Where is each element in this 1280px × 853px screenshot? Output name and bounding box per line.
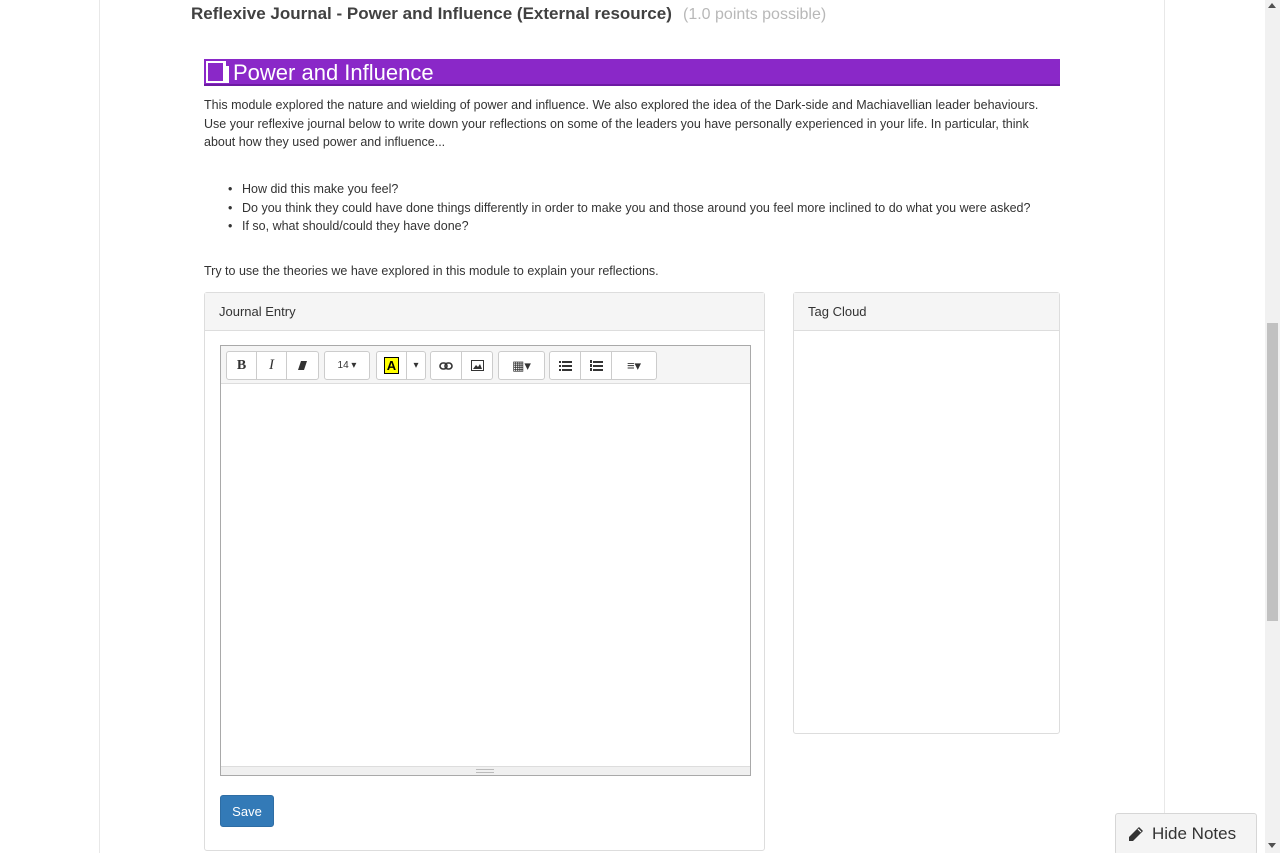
eraser-icon xyxy=(297,360,308,371)
list-item: • Do you think they could have done things differently in order to make you and those around you feel more inclined to do what you were asked? xyxy=(228,199,1048,218)
unit-title: Reflexive Journal - Power and Influence (External resource) xyxy=(191,4,672,23)
section-banner xyxy=(204,59,1060,86)
editor-resize-handle[interactable] xyxy=(221,766,750,775)
points-possible: (1.0 points possible) xyxy=(683,6,827,23)
insert-link-button[interactable] xyxy=(430,351,462,380)
intro-text xyxy=(204,96,1060,152)
insert-picture-button[interactable] xyxy=(461,351,493,380)
font-size-dropdown[interactable]: 14 ▾ xyxy=(324,351,370,380)
picture-icon xyxy=(471,360,484,371)
hide-notes-label: Hide Notes xyxy=(1152,824,1237,843)
bold-button[interactable]: B xyxy=(226,351,257,380)
unordered-list-button[interactable] xyxy=(549,351,581,380)
journal-entry-panel xyxy=(204,292,765,851)
grip-icon xyxy=(476,769,494,773)
scroll-up-icon[interactable] xyxy=(1268,3,1276,8)
highlight-color-dropdown[interactable]: ▾ xyxy=(406,351,426,380)
intro-paragraph-1: This module explored the nature and wielding of power and influence. We also explored the idea of the Dark-side and Machiavellian leader behaviours. xyxy=(204,98,1039,112)
closing-text: Try to use the theories we have explored in this module to explain your reflections. xyxy=(204,264,659,278)
tag-cloud-heading: Tag Cloud xyxy=(794,293,1059,331)
tag-cloud-panel xyxy=(793,292,1060,734)
rich-text-editor xyxy=(220,345,751,776)
banner-title: Power and Influence xyxy=(233,60,434,85)
book-icon xyxy=(206,61,226,83)
ordered-list-icon xyxy=(590,360,603,371)
clear-format-button[interactable] xyxy=(286,351,319,380)
list-item: • If so, what should/could they have done? xyxy=(228,217,1048,236)
list-item: • How did this make you feel? xyxy=(228,180,1048,199)
italic-button[interactable]: I xyxy=(256,351,287,380)
highlight-color-button[interactable] xyxy=(376,351,407,380)
highlight-icon: A xyxy=(384,357,399,374)
page-scrollbar[interactable] xyxy=(1265,0,1280,853)
scroll-down-icon[interactable] xyxy=(1268,843,1276,848)
link-icon xyxy=(439,361,453,371)
save-button[interactable]: Save xyxy=(220,795,274,827)
unordered-list-icon xyxy=(559,361,572,371)
pencil-icon xyxy=(1128,826,1144,842)
editor-toolbar xyxy=(221,346,750,384)
insert-table-dropdown[interactable]: ▦▾ xyxy=(498,351,545,380)
journal-entry-input[interactable] xyxy=(221,384,750,766)
hide-notes-button[interactable] xyxy=(1115,813,1257,853)
scrollbar-thumb[interactable] xyxy=(1267,323,1278,621)
ordered-list-button[interactable] xyxy=(580,351,612,380)
reflection-questions xyxy=(228,180,1048,236)
intro-paragraph-2: Use your reflexive journal below to write down your reflections on some of the leaders you have personally experienced in your life. In particular, think about how they used power and influence... xyxy=(204,116,1029,149)
journal-entry-heading: Journal Entry xyxy=(205,293,764,331)
paragraph-align-dropdown[interactable]: ≡▾ xyxy=(611,351,657,380)
